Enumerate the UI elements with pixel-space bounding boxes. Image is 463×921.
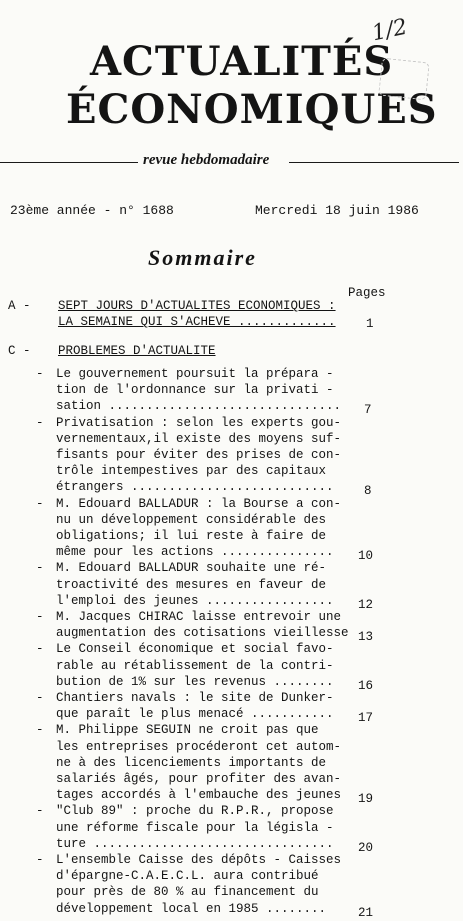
entry-3-line-4: même pour les actions ............... (56, 545, 334, 560)
entry-2-line-1: Privatisation : selon les experts gou- (56, 415, 342, 430)
masthead-title-line1: ACTUALITÉS (90, 38, 394, 85)
entry-2-page: 8 (364, 484, 372, 499)
entry-6-line-2: rable au rétablissement de la contri- (56, 658, 334, 673)
entry-6-page: 16 (358, 678, 374, 693)
entry-8-line-5: tages accordés à l'embauche des jeunes (56, 788, 342, 803)
entry-10-line-2: d'épargne-C.A.E.C.L. aura contribué (56, 869, 319, 884)
entry-3-line-1: M. Edouard BALLADUR : la Bourse a con- (56, 496, 342, 511)
entry-4-page: 12 (358, 597, 374, 612)
subtitle-rule-left (0, 162, 138, 163)
entry-dash: - (36, 561, 44, 576)
entry-2-line-5: étrangers ........................... (56, 480, 334, 495)
entry-9-line-3: ture ................................ (56, 836, 334, 851)
section-a-page: 1 (366, 317, 374, 331)
entry-4-line-2: troactivité des mesures en faveur de (56, 577, 327, 592)
section-a-line-1: SEPT JOURS D'ACTUALITES ECONOMIQUES : (58, 299, 336, 313)
masthead-title-line2: ÉCONOMIQUES (66, 86, 438, 133)
entry-2-line-4: trôle intempestives par des capitaux (56, 464, 327, 479)
entry-10-page: 21 (358, 905, 374, 920)
entry-8-line-1: M. Philippe SEGUIN ne croit pas que (56, 723, 319, 738)
handwritten-note: 1/2 (369, 14, 410, 47)
entry-7-line-2: que paraît le plus menacé ........... (56, 707, 334, 722)
section-c-heading: PROBLEMES D'ACTUALITE (58, 344, 216, 358)
entry-9-line-2: une réforme fiscale pour la législa - (56, 820, 334, 835)
entry-5-line-2: augmentation des cotisations vieillesse (56, 626, 349, 641)
entry-5-line-1: M. Jacques CHIRAC laisse entrevoir une (56, 610, 342, 624)
entry-3-line-2: nu un développement considérable des (56, 512, 327, 527)
toc-heading: Sommaire (148, 245, 257, 270)
entry-3-page: 10 (358, 549, 374, 564)
entry-8-page: 19 (358, 792, 374, 807)
entry-1-line-1: Le gouvernement poursuit la prépara - (56, 367, 334, 381)
entry-7-page: 17 (358, 711, 374, 726)
entry-9-line-1: "Club 89" : proche du R.P.R., propose (56, 804, 334, 819)
entry-1-line-2: tion de l'ordonnance sur la privati - (56, 383, 334, 398)
entry-9-page: 20 (358, 840, 374, 855)
toc-pages-label: Pages (348, 286, 386, 300)
section-a-marker: A - (8, 299, 31, 313)
entry-dash: - (36, 415, 44, 430)
entry-dash: - (36, 367, 44, 381)
entry-7-line-1: Chantiers navals : le site de Dunker- (56, 691, 334, 705)
entry-2-line-2: vernementaux,il existe des moyens suf- (56, 431, 342, 446)
entry-1-page: 7 (364, 403, 372, 418)
entry-dash: - (36, 610, 44, 624)
entry-6-line-3: bution de 1% sur les revenus ........ (56, 674, 334, 689)
entry-5-page: 13 (358, 630, 374, 645)
entry-dash: - (36, 804, 44, 819)
entry-10-line-3: pour près de 80 % au financement du (56, 885, 319, 900)
entry-dash: - (36, 691, 44, 705)
entry-dash: - (36, 853, 44, 867)
entry-dash: - (36, 496, 44, 511)
faded-stamp-mark (378, 58, 430, 101)
issue-edition: 23ème année - n° 1688 (10, 203, 174, 218)
section-c-marker: C - (8, 344, 31, 358)
entry-1-line-3: sation ............................... (56, 399, 342, 414)
entry-2-line-3: fisants pour éviter des prises de con- (56, 448, 342, 462)
entry-10-line-1: L'ensemble Caisse des dépôts - Caisses (56, 853, 342, 867)
entry-dash: - (36, 723, 44, 738)
section-a-line-2: LA SEMAINE QUI S'ACHEVE ............. (58, 315, 336, 329)
issue-date: Mercredi 18 juin 1986 (255, 203, 419, 218)
entry-8-line-3: ne à des licenciements importants de (56, 755, 327, 770)
entry-4-line-1: M. Edouard BALLADUR souhaite une ré- (56, 561, 327, 576)
entry-10-line-4: développement local en 1985 ........ (56, 901, 327, 916)
entry-8-line-2: les entreprises procéderont cet autom- (56, 739, 342, 754)
subtitle: revue hebdomadaire (143, 152, 270, 168)
entry-3-line-3: obligations; il lui reste à faire de (56, 529, 327, 543)
entry-8-line-4: salariés âgés, pour profiter des avan- (56, 772, 342, 786)
entry-6-line-1: Le Conseil économique et social favo- (56, 642, 334, 657)
subtitle-rule-right (289, 162, 459, 163)
entry-dash: - (36, 642, 44, 657)
entry-4-line-3: l'emploi des jeunes ................. (56, 593, 334, 608)
